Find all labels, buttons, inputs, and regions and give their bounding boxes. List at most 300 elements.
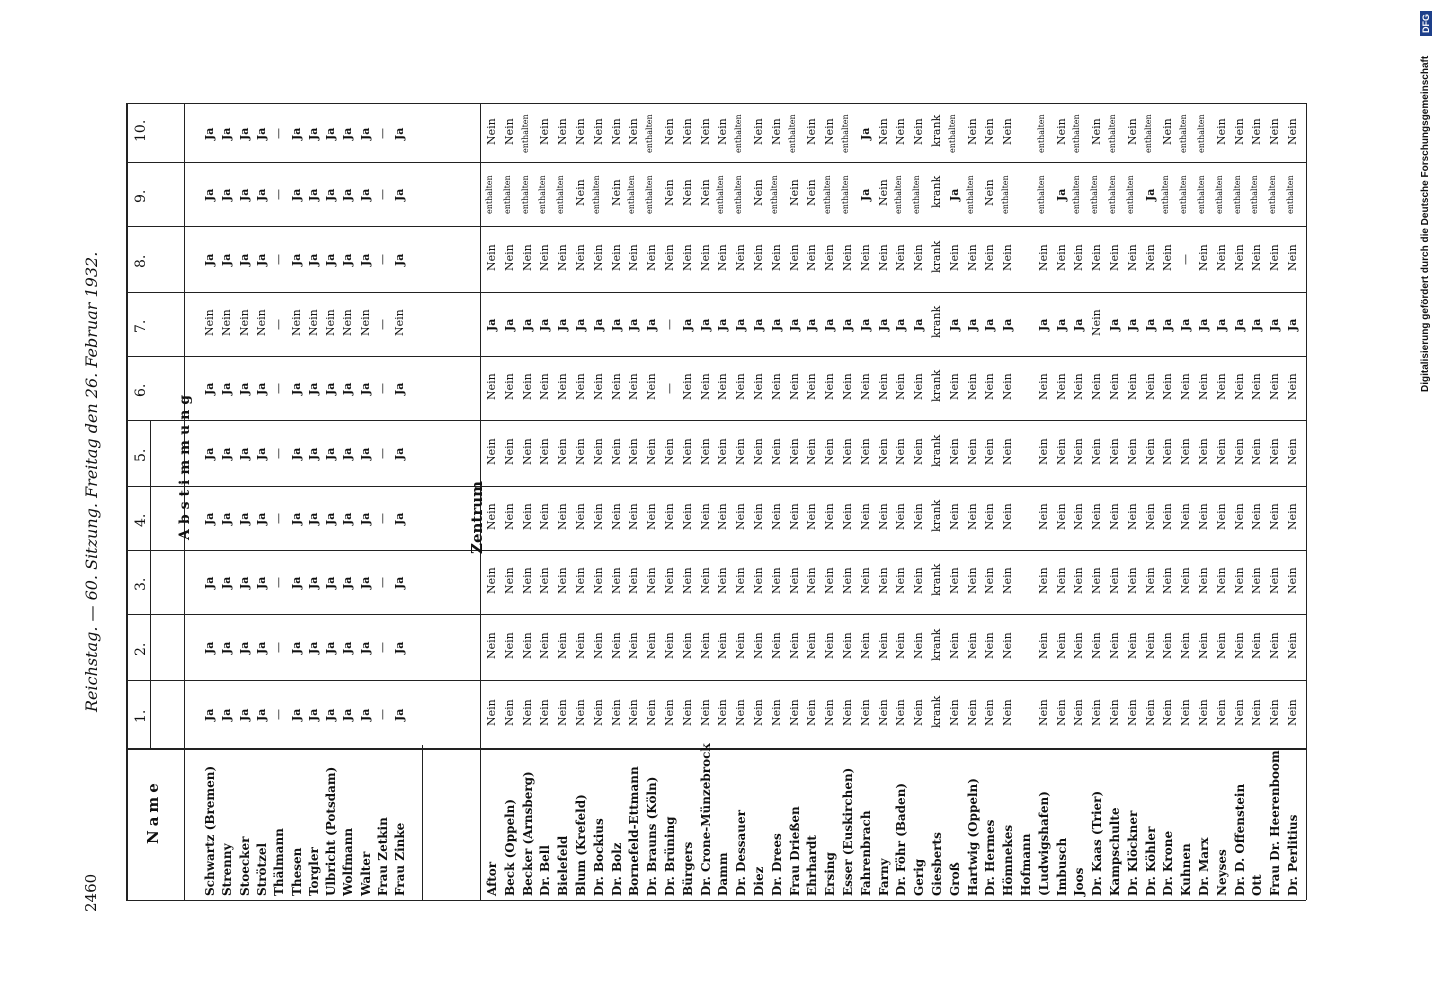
vote-cell: Nein: [1054, 373, 1068, 400]
column-separator: [126, 356, 1306, 357]
vote-cell: Nein: [912, 503, 926, 530]
column-separator: [126, 292, 1306, 293]
vote-cell: Ja: [645, 318, 659, 331]
vote-cell: krank: [930, 499, 943, 532]
vote-cell: Ja: [289, 576, 303, 589]
vote-cell: Nein: [698, 244, 712, 271]
vote-cell: Ja: [1286, 318, 1299, 331]
vote-cell: Ja: [324, 253, 338, 266]
vote-cell: Ja: [393, 576, 407, 589]
vote-cell: Ja: [358, 512, 372, 525]
vote-cell: Nein: [1232, 699, 1246, 726]
vote-cell: Ja: [289, 127, 303, 140]
vote-cell: Nein: [1250, 503, 1264, 530]
vote-cell: Nein: [663, 503, 676, 530]
vote-cell: Nein: [894, 244, 908, 271]
vote-cell: krank: [930, 628, 943, 661]
vote-cell: Nein: [1232, 117, 1246, 145]
vote-cell: Ja: [289, 512, 303, 525]
vote-cell: Nein: [965, 244, 979, 271]
vote-cell: Nein: [627, 632, 641, 659]
member-name: Hartwig (Oppeln): [965, 778, 980, 896]
vote-cell: Nein: [787, 567, 801, 594]
member-name: Joos: [1072, 867, 1087, 896]
vote-cell: Nein: [894, 373, 908, 400]
vote-cell: Nein: [734, 567, 748, 594]
vote-cell: enthalten: [1250, 175, 1260, 214]
vote-cell: Nein: [663, 438, 676, 465]
vote-cell: Nein: [805, 438, 819, 465]
column-separator: [126, 486, 1306, 487]
vote-cell: Ja: [220, 576, 234, 589]
vote-cell: Nein: [912, 117, 926, 145]
page-number: 2460: [82, 873, 100, 912]
vote-cell: Nein: [556, 117, 570, 145]
vote-cell: Ja: [502, 318, 516, 331]
vote-cell: Nein: [680, 503, 694, 530]
vote-cell: Nein: [1286, 373, 1299, 400]
member-name: Kuhnen: [1179, 843, 1194, 896]
vote-cell: Nein: [1197, 699, 1210, 726]
vote-cell: Ja: [289, 708, 303, 721]
vote-cell: Nein: [1232, 438, 1246, 465]
vote-cell: Nein: [591, 244, 605, 271]
vote-cell: Nein: [876, 699, 890, 726]
vote-cell: Nein: [306, 309, 320, 336]
member-name: Bielefeld: [556, 835, 571, 896]
vote-cell: Nein: [787, 438, 801, 465]
vote-cell: Nein: [912, 438, 926, 465]
vote-cell: Nein: [538, 503, 552, 530]
member-name: Fahrenbrach: [858, 810, 873, 896]
vote-cell: Ja: [520, 318, 534, 331]
vote-cell: Nein: [1197, 632, 1210, 659]
vote-cell: Nein: [1161, 244, 1175, 271]
member-name: Dr. Crone-Münzebrock: [698, 743, 713, 896]
vote-cell: Ja: [1001, 318, 1015, 331]
vote-cell: Nein: [1214, 567, 1228, 594]
vote-cell: enthalten: [1232, 175, 1242, 214]
vote-cell: Nein: [1125, 567, 1139, 594]
vote-cell: Nein: [841, 632, 854, 659]
vote-cell: Ja: [306, 708, 320, 721]
member-name: Dr. Brüning: [663, 816, 677, 896]
vote-cell: Nein: [485, 244, 498, 271]
member-name: Aftor: [485, 861, 499, 896]
vote-cell: Nein: [983, 179, 997, 206]
vote-cell: Ja: [237, 382, 251, 395]
member-name: Ersing: [823, 852, 838, 896]
vote-cell: Ja: [254, 641, 268, 654]
vote-cell: Nein: [752, 632, 765, 659]
vote-cell: Ja: [393, 641, 407, 654]
column-number-8: 8.: [133, 254, 149, 268]
vote-cell: Ja: [1250, 318, 1264, 331]
vote-cell: Nein: [520, 699, 534, 726]
vote-cell: Nein: [1036, 438, 1050, 465]
member-name: Hofmann: [1019, 833, 1033, 896]
vote-cell: Nein: [805, 503, 819, 530]
vote-cell: enthalten: [645, 113, 655, 153]
vote-cell: Nein: [609, 117, 623, 145]
vote-cell: Nein: [538, 438, 552, 465]
vote-cell: enthalten: [1072, 113, 1082, 153]
vote-cell: Nein: [485, 567, 498, 594]
vote-cell: —: [272, 709, 286, 720]
column-number-5: 5.: [133, 448, 149, 462]
vote-cell: krank: [930, 175, 943, 208]
vote-cell: Nein: [591, 503, 605, 530]
vote-cell: Ja: [237, 641, 251, 654]
vote-cell: Ja: [220, 188, 234, 201]
vote-cell: Ja: [254, 253, 268, 266]
vote-cell: Ja: [220, 708, 234, 721]
member-name: Imbusch: [1054, 837, 1069, 896]
vote-cell: Nein: [823, 438, 837, 465]
dfg-badge: DFG: [1420, 11, 1432, 36]
vote-cell: Nein: [645, 373, 659, 400]
vote-cell: Nein: [1268, 438, 1282, 465]
vote-cell: enthalten: [502, 175, 512, 214]
vote-cell: Nein: [858, 632, 872, 659]
vote-cell: Nein: [1054, 632, 1068, 659]
vote-cell: Ja: [358, 641, 372, 654]
vote-cell: Nein: [912, 632, 926, 659]
member-name: Dr. Köhler: [1143, 826, 1158, 896]
vote-cell: Nein: [1143, 373, 1157, 400]
vote-cell: Ja: [306, 253, 320, 266]
vote-cell: Nein: [574, 632, 587, 659]
vote-cell: Ja: [306, 447, 320, 460]
vote-cell: Nein: [1232, 244, 1246, 271]
vote-cell: Nein: [1108, 438, 1121, 465]
vote-cell: Nein: [876, 438, 890, 465]
vote-cell: Nein: [663, 632, 676, 659]
vote-cell: Ja: [1179, 318, 1193, 331]
vote-cell: Nein: [894, 632, 908, 659]
vote-cell: Ja: [912, 318, 926, 331]
member-name: Bornefeld-Ettmann: [627, 766, 642, 896]
vote-cell: Ja: [947, 318, 961, 331]
vote-cell: Ja: [220, 127, 234, 140]
vote-cell: Ja: [237, 253, 251, 266]
vote-cell: Nein: [787, 373, 801, 400]
member-name: Farny: [876, 858, 891, 896]
member-name: Walter: [358, 851, 373, 896]
vote-cell: Nein: [912, 567, 926, 594]
vote-cell: Ja: [574, 318, 587, 331]
vote-cell: Nein: [1214, 503, 1228, 530]
vote-cell: Nein: [1179, 438, 1193, 465]
vote-cell: Ja: [220, 253, 234, 266]
vote-cell: Ja: [358, 576, 372, 589]
vote-cell: Nein: [716, 699, 730, 726]
vote-cell: Ja: [358, 382, 372, 395]
vote-cell: Ja: [1108, 318, 1121, 331]
vote-cell: enthalten: [1197, 175, 1206, 214]
vote-cell: Nein: [1179, 567, 1193, 594]
vote-cell: Nein: [1108, 503, 1121, 530]
vote-cell: Nein: [1179, 632, 1193, 659]
vote-cell: Nein: [1001, 699, 1015, 726]
vote-cell: Nein: [358, 309, 372, 336]
vote-cell: Nein: [841, 244, 854, 271]
vote-cell: Nein: [520, 632, 534, 659]
vote-cell: Nein: [609, 373, 623, 400]
vote-cell: Nein: [1214, 244, 1228, 271]
vote-cell: Ja: [752, 318, 765, 331]
vote-cell: Nein: [876, 117, 890, 145]
vote-cell: Nein: [502, 699, 516, 726]
vote-cell: Ja: [823, 318, 837, 331]
vote-cell: Nein: [947, 244, 961, 271]
vote-cell: —: [272, 189, 286, 200]
vote-cell: Ja: [358, 188, 372, 201]
vote-cell: Nein: [876, 567, 890, 594]
vote-cell: Ja: [237, 512, 251, 525]
vote-cell: Nein: [841, 699, 854, 726]
vote-cell: Nein: [1090, 309, 1104, 336]
vote-cell: Nein: [485, 699, 498, 726]
member-name: Dr. Bell: [538, 845, 553, 896]
vote-cell: Nein: [502, 373, 516, 400]
member-name: Dr. Marx: [1197, 837, 1211, 896]
vote-cell: Nein: [609, 699, 623, 726]
vote-cell: enthalten: [645, 175, 655, 214]
vote-cell: Nein: [1161, 117, 1175, 145]
vote-cell: Nein: [876, 632, 890, 659]
vote-cell: Nein: [289, 309, 303, 336]
vote-cell: enthalten: [965, 175, 975, 214]
column-number-6: 6.: [133, 383, 149, 397]
vote-cell: Nein: [787, 699, 801, 726]
vote-cell: Nein: [769, 699, 783, 726]
member-name: Beck (Oppeln): [502, 798, 517, 896]
vote-cell: Nein: [1197, 567, 1210, 594]
vote-cell: Nein: [1054, 244, 1068, 271]
vote-cell: Ja: [538, 318, 552, 331]
vote-cell: Nein: [485, 503, 498, 530]
vote-cell: Ja: [203, 188, 216, 201]
vote-cell: Ja: [254, 576, 268, 589]
vote-cell: Ja: [1143, 318, 1157, 331]
vote-cell: Nein: [965, 699, 979, 726]
member-name: Dr. Krone: [1161, 830, 1176, 896]
vote-cell: Ja: [734, 318, 748, 331]
vote-cell: Nein: [680, 117, 694, 145]
vote-cell: —: [376, 448, 389, 459]
vote-cell: Nein: [1125, 699, 1139, 726]
vote-cell: Nein: [1197, 438, 1210, 465]
member-name: Dr. Brauns (Köln): [645, 776, 660, 896]
vote-cell: Nein: [734, 244, 748, 271]
vote-cell: —: [272, 319, 286, 330]
vote-cell: Ja: [324, 127, 338, 140]
vote-cell: —: [376, 319, 389, 330]
vote-cell: Ja: [203, 576, 216, 589]
vote-cell: Nein: [752, 567, 765, 594]
vote-cell: Ja: [787, 318, 801, 331]
vote-cell: Ja: [358, 447, 372, 460]
vote-cell: Nein: [1072, 632, 1086, 659]
vote-cell: Ja: [289, 188, 303, 201]
vote-cell: Nein: [947, 438, 961, 465]
vote-cell: Nein: [1197, 503, 1210, 530]
vote-cell: enthalten: [1108, 113, 1117, 153]
vote-cell: Ja: [358, 127, 372, 140]
vote-cell: Nein: [1108, 699, 1121, 726]
member-name: Blum (Krefeld): [574, 794, 588, 896]
vote-cell: Ja: [358, 708, 372, 721]
vote-cell: enthalten: [538, 175, 548, 214]
column-number-7: 7.: [133, 319, 149, 333]
vote-cell: Nein: [698, 567, 712, 594]
vote-cell: Nein: [645, 699, 659, 726]
vote-cell: Ja: [858, 188, 872, 201]
vote-cell: Nein: [716, 567, 730, 594]
vote-cell: Nein: [858, 567, 872, 594]
vote-cell: Nein: [1090, 567, 1104, 594]
vote-cell: Nein: [591, 117, 605, 145]
vote-cell: Nein: [1286, 244, 1299, 271]
vote-cell: —: [376, 189, 389, 200]
member-name: Frau Dr. Heerenboom: [1268, 750, 1283, 896]
vote-cell: enthalten: [1036, 175, 1046, 214]
vote-cell: enthalten: [787, 113, 797, 153]
vote-cell: Nein: [752, 179, 765, 206]
vote-cell: enthalten: [1179, 175, 1189, 214]
vote-cell: Nein: [627, 699, 641, 726]
vote-cell: Ja: [306, 576, 320, 589]
vote-cell: Ja: [306, 188, 320, 201]
vote-cell: Ja: [324, 641, 338, 654]
member-name: Dr. Drees: [769, 833, 784, 896]
column-separator: [126, 162, 1306, 163]
vote-cell: —: [272, 577, 286, 588]
vote-cell: Nein: [609, 632, 623, 659]
vote-cell: Nein: [1250, 117, 1264, 145]
vote-cell: Ja: [1161, 318, 1175, 331]
vote-cell: Ja: [341, 708, 355, 721]
vote-cell: Nein: [752, 244, 765, 271]
member-name: Frau Drießen: [787, 806, 802, 896]
vote-cell: Ja: [341, 447, 355, 460]
vote-cell: Nein: [698, 438, 712, 465]
vote-cell: enthalten: [841, 175, 850, 214]
vote-cell: Ja: [324, 188, 338, 201]
vote-cell: Nein: [574, 373, 587, 400]
vote-cell: Nein: [1197, 244, 1210, 271]
vote-cell: Ja: [203, 512, 216, 525]
vote-cell: Nein: [805, 567, 819, 594]
vote-cell: Nein: [556, 373, 570, 400]
vote-cell: Nein: [1232, 632, 1246, 659]
vote-cell: Nein: [983, 373, 997, 400]
vote-cell: Nein: [752, 699, 765, 726]
vote-cell: Nein: [983, 244, 997, 271]
vote-cell: Nein: [1001, 117, 1015, 145]
vote-cell: Nein: [1143, 699, 1157, 726]
vote-cell: Ja: [220, 512, 234, 525]
member-name: Dr. Hermes: [983, 819, 998, 896]
vote-cell: Nein: [1268, 244, 1282, 271]
vote-cell: Nein: [591, 567, 605, 594]
vote-cell: Nein: [787, 244, 801, 271]
vote-cell: Nein: [485, 117, 498, 145]
vote-cell: Nein: [520, 244, 534, 271]
vote-cell: Nein: [823, 503, 837, 530]
vote-cell: Nein: [1054, 503, 1068, 530]
vote-cell: Nein: [1125, 117, 1139, 145]
vote-cell: enthalten: [947, 113, 957, 153]
vote-cell: Nein: [894, 567, 908, 594]
member-name: Kampschulte: [1108, 807, 1122, 896]
vote-cell: Nein: [858, 699, 872, 726]
vote-cell: enthalten: [1125, 175, 1135, 214]
vote-cell: Nein: [734, 373, 748, 400]
vote-cell: Ja: [1054, 188, 1068, 201]
vote-cell: Nein: [1268, 632, 1282, 659]
vote-cell: Nein: [574, 503, 587, 530]
vote-cell: Nein: [1214, 632, 1228, 659]
vote-cell: Ja: [1036, 318, 1050, 331]
vote-cell: Nein: [1072, 438, 1086, 465]
vote-cell: Nein: [663, 699, 676, 726]
vote-cell: Nein: [1036, 567, 1050, 594]
vote-cell: Ja: [983, 318, 997, 331]
column-number-3: 3.: [133, 577, 149, 591]
member-name: Thälmann: [272, 828, 287, 896]
vote-cell: Nein: [520, 503, 534, 530]
vote-cell: —: [376, 642, 389, 653]
vote-cell: —: [376, 577, 389, 588]
vote-cell: Ja: [254, 447, 268, 460]
member-name: Dr. Perlitius: [1286, 814, 1300, 896]
vote-cell: Nein: [680, 699, 694, 726]
vote-cell: Nein: [858, 503, 872, 530]
vote-cell: Ja: [556, 318, 570, 331]
vote-cell: Nein: [841, 567, 854, 594]
member-name: Diez: [752, 866, 766, 896]
vote-cell: —: [272, 254, 286, 265]
vote-cell: Ja: [1214, 318, 1228, 331]
vote-cell: Ja: [203, 641, 216, 654]
vote-cell: Ja: [203, 447, 216, 460]
vote-cell: Nein: [1179, 373, 1193, 400]
vote-cell: Nein: [841, 438, 854, 465]
vote-cell: Nein: [1250, 567, 1264, 594]
vote-cell: enthalten: [734, 175, 744, 214]
vote-cell: Nein: [698, 632, 712, 659]
vote-cell: Nein: [734, 438, 748, 465]
vote-cell: Nein: [1286, 567, 1299, 594]
vote-cell: Nein: [556, 699, 570, 726]
vote-cell: Ja: [393, 708, 407, 721]
vote-cell: Nein: [1090, 503, 1104, 530]
vote-cell: enthalten: [894, 175, 904, 214]
member-name: Wolfmann: [341, 827, 356, 896]
vote-cell: Nein: [203, 309, 216, 336]
table-bottom-rule: [126, 900, 1306, 901]
vote-cell: krank: [930, 240, 943, 273]
vote-cell: Nein: [1072, 503, 1086, 530]
header-left-rule: [126, 103, 128, 900]
vote-cell: Ja: [289, 641, 303, 654]
vote-cell: Ja: [324, 447, 338, 460]
member-name: Ehrhardt: [805, 835, 820, 896]
vote-cell: Ja: [393, 253, 407, 266]
member-name: Stoecker: [237, 836, 252, 896]
